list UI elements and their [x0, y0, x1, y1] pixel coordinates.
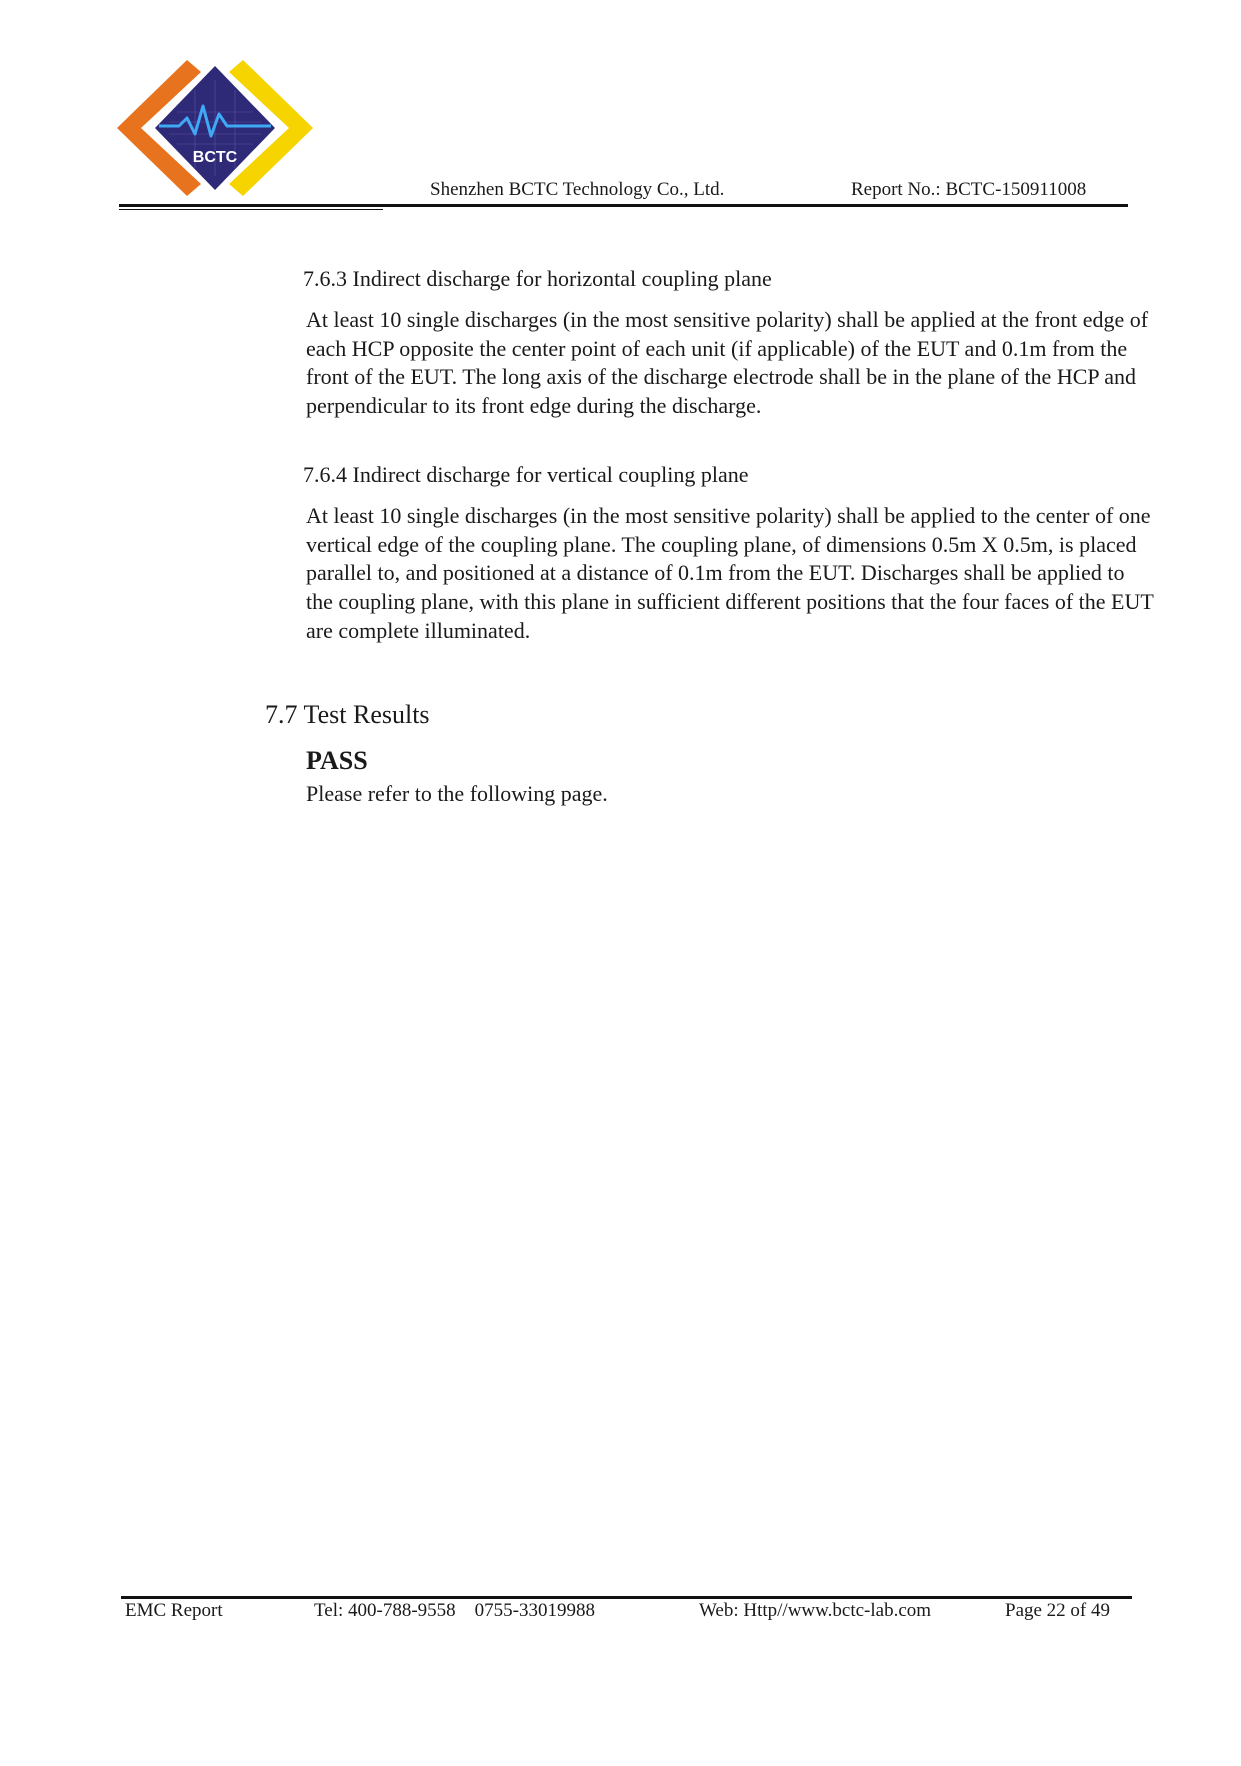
footer-website: Web: Http//www.bctc-lab.com — [699, 1600, 932, 1621]
footer-telephone: Tel: 400-788-9558 0755-33019988 — [314, 1600, 596, 1621]
footer-report-type: EMC Report — [125, 1600, 223, 1621]
bctc-logo — [117, 60, 313, 196]
header-company: Shenzhen BCTC Technology Co., Ltd. — [430, 179, 725, 200]
section-763-heading: 7.6.3 Indirect discharge for horizontal coupling plane — [303, 266, 772, 291]
footer-page-number: Page 22 of 49 — [1005, 1600, 1111, 1621]
header-report-no: Report No.: BCTC-150911008 — [851, 179, 1087, 200]
header-rule-thin — [119, 209, 383, 210]
header-rule — [119, 204, 1128, 207]
footer-rule — [121, 1596, 1132, 1599]
test-result-note: Please refer to the following page. — [306, 781, 608, 806]
section-77-heading: 7.7 Test Results — [265, 700, 430, 729]
test-result-status: PASS — [306, 746, 368, 775]
section-763-body: At least 10 single discharges (in the most sensitive polarity) shall be applied at the front edge of each HCP opposite the center point of each unit (if applicable) of the EUT and 0.1m from the front of the EUT. The long axis of the discharge electrode shall be in the plane of the HCP and perpendicular to its front edge during the discharge. — [306, 307, 1149, 419]
svg-text:BCTC: BCTC — [192, 149, 238, 166]
section-764-body: At least 10 single discharges (in the most sensitive polarity) shall be applied to the center of one vertical edge of the coupling plane. The coupling plane, of dimensions 0.5m X 0.5m, is placed parallel to, and positioned at a distance of 0.1m from the EUT. Discharges shall be applied to the coupling plane, with this plane in sufficient different positions that the four faces of the EUT are complete illuminated. — [306, 503, 1154, 643]
section-764-heading: 7.6.4 Indirect discharge for vertical coupling plane — [303, 462, 749, 487]
